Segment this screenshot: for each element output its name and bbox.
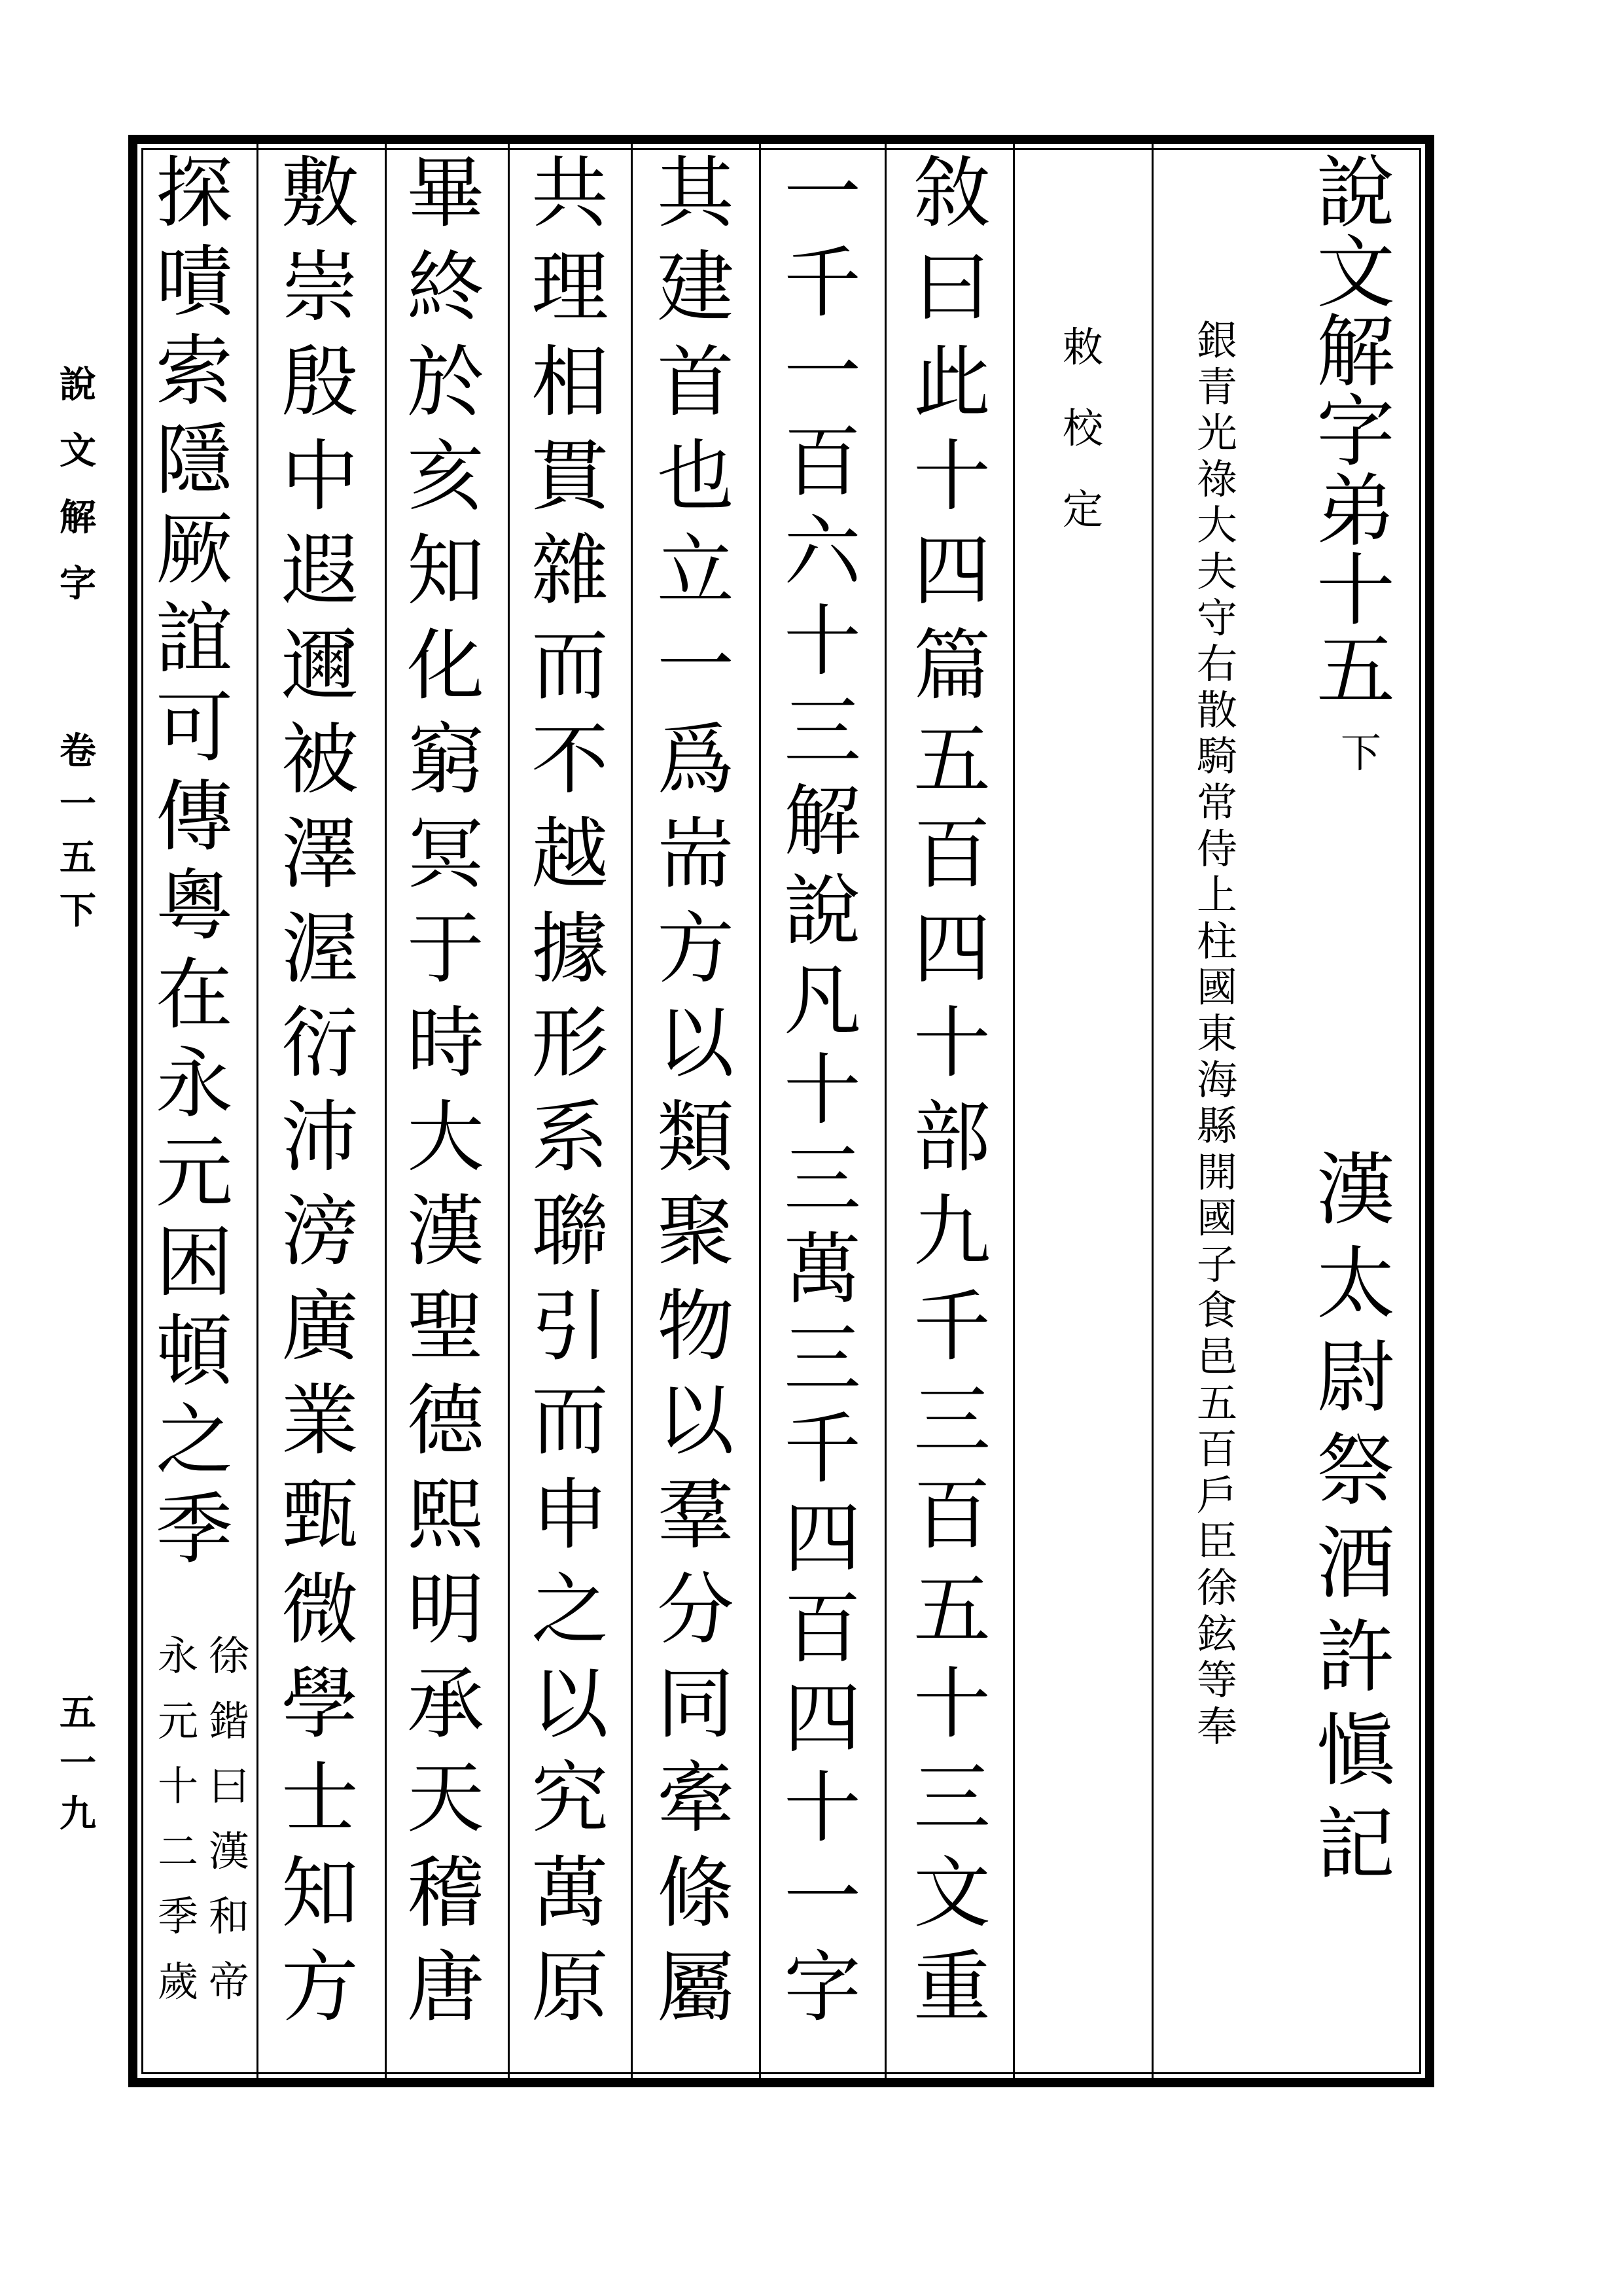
column-rule	[631, 144, 633, 2078]
text-column-3: 其 建 首 也 立 一 爲 耑 方 以 類 聚 物 以 羣 分 同 牽 條 屬	[656, 148, 734, 2032]
note-line-1: 徐 鍇 曰 漢 和 帝	[208, 1632, 249, 2005]
note-line-2: 永 元 十 二 季 歲	[157, 1632, 198, 2005]
edict-line: 敕 校 定	[1062, 323, 1103, 533]
editors-line: 銀 青 光 祿 大 夫 守 右 散 騎 常 侍 上 柱 國 東 海 縣 開 國 子 食 邑 五 百 戶 臣 徐 鉉 等 奉	[1196, 317, 1237, 1750]
title-suffix: 下	[1340, 729, 1381, 777]
text-column-4: 共 理 相 貫 雜 而 不 越 據 形 系 聯 引 而 申 之 以 究 萬 原	[531, 148, 609, 2032]
column-rule	[256, 144, 258, 2078]
column-rule	[1013, 144, 1015, 2078]
column-rule	[385, 144, 387, 2078]
text-column-1: 敘 曰 此 十 四 篇 五 百 四 十 部 九 千 三 百 五 十 三 文 重	[913, 148, 991, 2032]
text-column-2: 一 千 一 百 六 十 三 解 說 凡 十 三 萬 三 千 四 百 四 十 一 字	[783, 148, 861, 2032]
margin-volume: 卷 一 五 下	[60, 730, 96, 932]
column-rule	[885, 144, 887, 2078]
text-column-7: 探 嘖 索 隱 厥 誼 可 傳 粵 在 永 元 困 頓 之 季	[155, 148, 233, 1574]
column-rule	[1152, 144, 1154, 2078]
book-title: 說 文 解 字 弟 十 五	[1316, 148, 1395, 716]
text-column-5: 畢 終 於 亥 知 化 窮 冥 于 時 大 漢 聖 德 熙 明 承 天 稽 唐	[406, 148, 484, 2032]
margin-page-number: 五 一 九	[60, 1691, 96, 1835]
author-line: 漢 太 尉 祭 酒 許 愼 記	[1316, 1145, 1395, 1890]
column-rule	[508, 144, 510, 2078]
text-column-6: 敷 崇 殷 中 遐 邇 被 澤 渥 衍 沛 滂 廣 業 甄 微 學 士 知 方	[281, 148, 359, 2032]
margin-book-title: 說 文 解 字	[60, 363, 96, 605]
column-rule	[759, 144, 761, 2078]
